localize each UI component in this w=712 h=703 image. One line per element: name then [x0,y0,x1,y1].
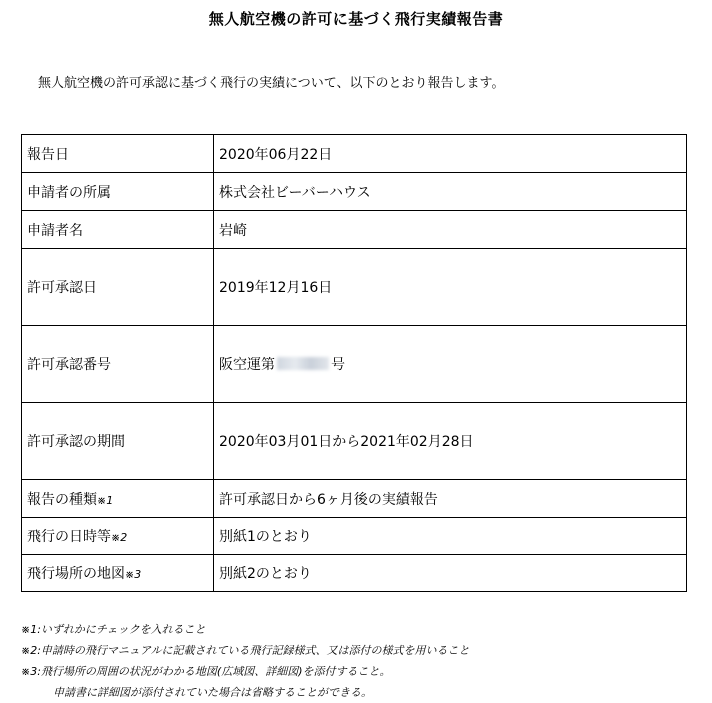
footnote-3: ※3:飛行場所の周囲の状況がわかる地図(広域図、詳細図)を添付すること。 [21,665,391,678]
flight-map-note: ※3 [125,568,142,581]
redacted-number [277,357,329,370]
value-report-date: 2020年06月22日 [214,135,687,173]
value-report-type: 許可承認日から6ヶ月後の実績報告 [214,480,687,518]
label-approval-period: 許可承認の期間 [22,403,214,480]
page-title: 無人航空機の許可に基づく飛行実績報告書 [208,10,504,28]
report-table [21,134,687,592]
report-type-label-text: 報告の種類 [27,491,97,508]
value-applicant-name: 岩崎 [214,211,687,249]
footnote-2: ※2:申請時の飛行マニュアルに記載されている飛行記録様式、又は添付の様式を用いること [21,644,470,657]
value-approval-number [214,326,687,403]
value-affiliation: 株式会社ビーバーハウス [214,173,687,211]
table-row-report-date [22,135,687,173]
value-approval-period: 2020年03月01日から2021年02月28日 [214,403,687,480]
label-flight-map [22,555,214,592]
approval-number-suffix: 号 [331,357,345,373]
value-flight-datetime: 別紙1のとおり [214,518,687,555]
label-applicant-name: 申請者名 [22,211,214,249]
label-approval-number: 許可承認番号 [22,326,214,403]
report-type-note: ※1 [97,493,114,507]
table-row-report-type [22,480,687,518]
approval-number-prefix: 阪空運第 [219,357,275,373]
label-report-type [22,480,214,518]
value-approval-date: 2019年12月16日 [214,249,687,326]
table-row-flight-datetime [22,518,687,555]
label-report-date: 報告日 [22,135,214,173]
table-row-approval-period [22,403,687,480]
flight-map-label-text: 飛行場所の地図 [27,566,125,582]
table-row-approval-number [22,326,687,403]
intro-text: 無人航空機の許可承認に基づく飛行の実績について、以下のとおり報告します。 [38,76,505,91]
table-row-approval-date [22,249,687,326]
footnote-1: ※1:いずれかにチェックを入れること [21,623,206,636]
label-affiliation: 申請者の所属 [22,173,214,211]
footnote-3-continued: 申請書に詳細図が添付されていた場合は省略することができる。 [53,686,372,699]
flight-datetime-label-text: 飛行の日時等 [27,529,111,545]
flight-datetime-note: ※2 [111,531,128,544]
label-approval-date: 許可承認日 [22,249,214,326]
label-flight-datetime [22,518,214,555]
table-row-applicant-name [22,211,687,249]
value-flight-map: 別紙2のとおり [214,555,687,592]
table-row-affiliation [22,173,687,211]
footnotes [21,619,701,703]
table-row-flight-map [22,555,687,592]
